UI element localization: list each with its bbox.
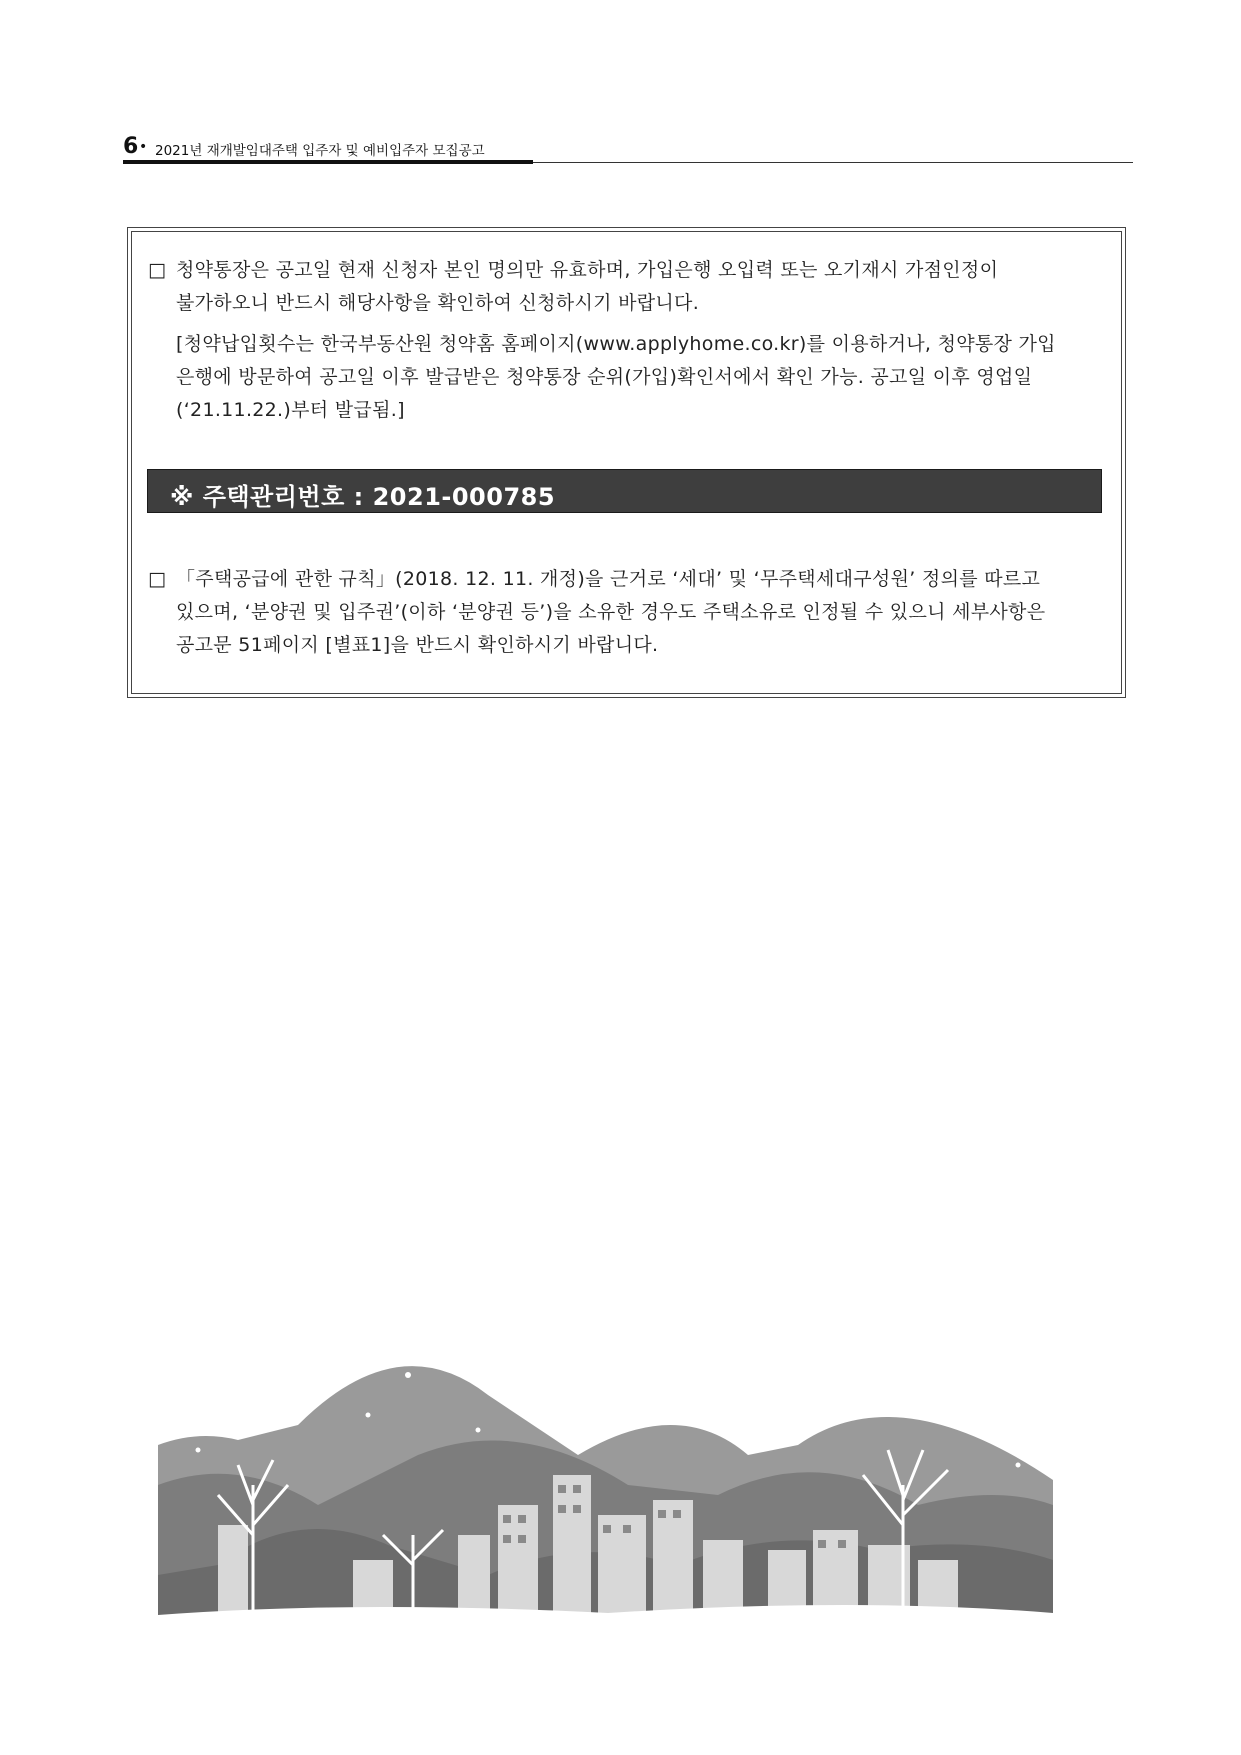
document-title: 2021년 재개발임대주택 입주자 및 예비입주자 모집공고: [155, 143, 485, 159]
notice-paragraph-rules: [148, 563, 1106, 662]
housing-number-text: ※ 주택관리번호 : 2021-000785: [170, 483, 556, 511]
notice-inner-border: [131, 231, 1122, 694]
notice-box: [127, 227, 1126, 698]
header-rule-thin: [533, 162, 1133, 163]
notice-line: (‘21.11.22.)부터 발급됨.]: [176, 399, 405, 421]
notice-line: 공고문 51페이지 [별표1]을 반드시 확인하시기 바랍니다.: [176, 634, 659, 656]
notice-text: 「주택공급에 관한 규칙」(2018. 12. 11. 개정)을 근거로 ‘세대’ 및 ‘무주택세대구성원’ 정의를 따르고: [176, 568, 1041, 590]
page-number: 6: [123, 134, 139, 159]
header-rule-thick: [123, 160, 533, 164]
notice-paragraph-account: [148, 254, 1106, 320]
notice-line: [148, 563, 1106, 596]
header-bullet: •: [139, 139, 148, 155]
notice-line: 있으며, ‘분양권 및 입주권’(이하 ‘분양권 등’)을 소유한 경우도 주택소유로 인정될 수 있으니 세부사항은: [176, 601, 1046, 623]
winter-city-illustration: [158, 1335, 1053, 1635]
checkbox-bullet-icon: □: [148, 259, 167, 281]
notice-line: [청약납입횟수는 한국부동산원 청약홈 홈페이지(www.applyhome.co.kr)를 이용하거나, 청약통장 가입: [176, 333, 1056, 355]
notice-line: 은행에 방문하여 공고일 이후 발급받은 청약통장 순위(가입)확인서에서 확인 가능. 공고일 이후 영업일: [176, 366, 1033, 388]
page-header: [123, 134, 1133, 164]
notice-paragraph-bracket: [148, 328, 1106, 427]
notice-text: 청약통장은 공고일 현재 신청자 본인 명의만 유효하며, 가입은행 오입력 또는 오기재시 가점인정이: [176, 259, 999, 281]
housing-number-banner: [147, 469, 1102, 513]
notice-line: 불가하오니 반드시 해당사항을 확인하여 신청하시기 바랍니다.: [176, 292, 700, 314]
checkbox-bullet-icon: □: [148, 568, 167, 590]
notice-line: [148, 254, 1106, 287]
